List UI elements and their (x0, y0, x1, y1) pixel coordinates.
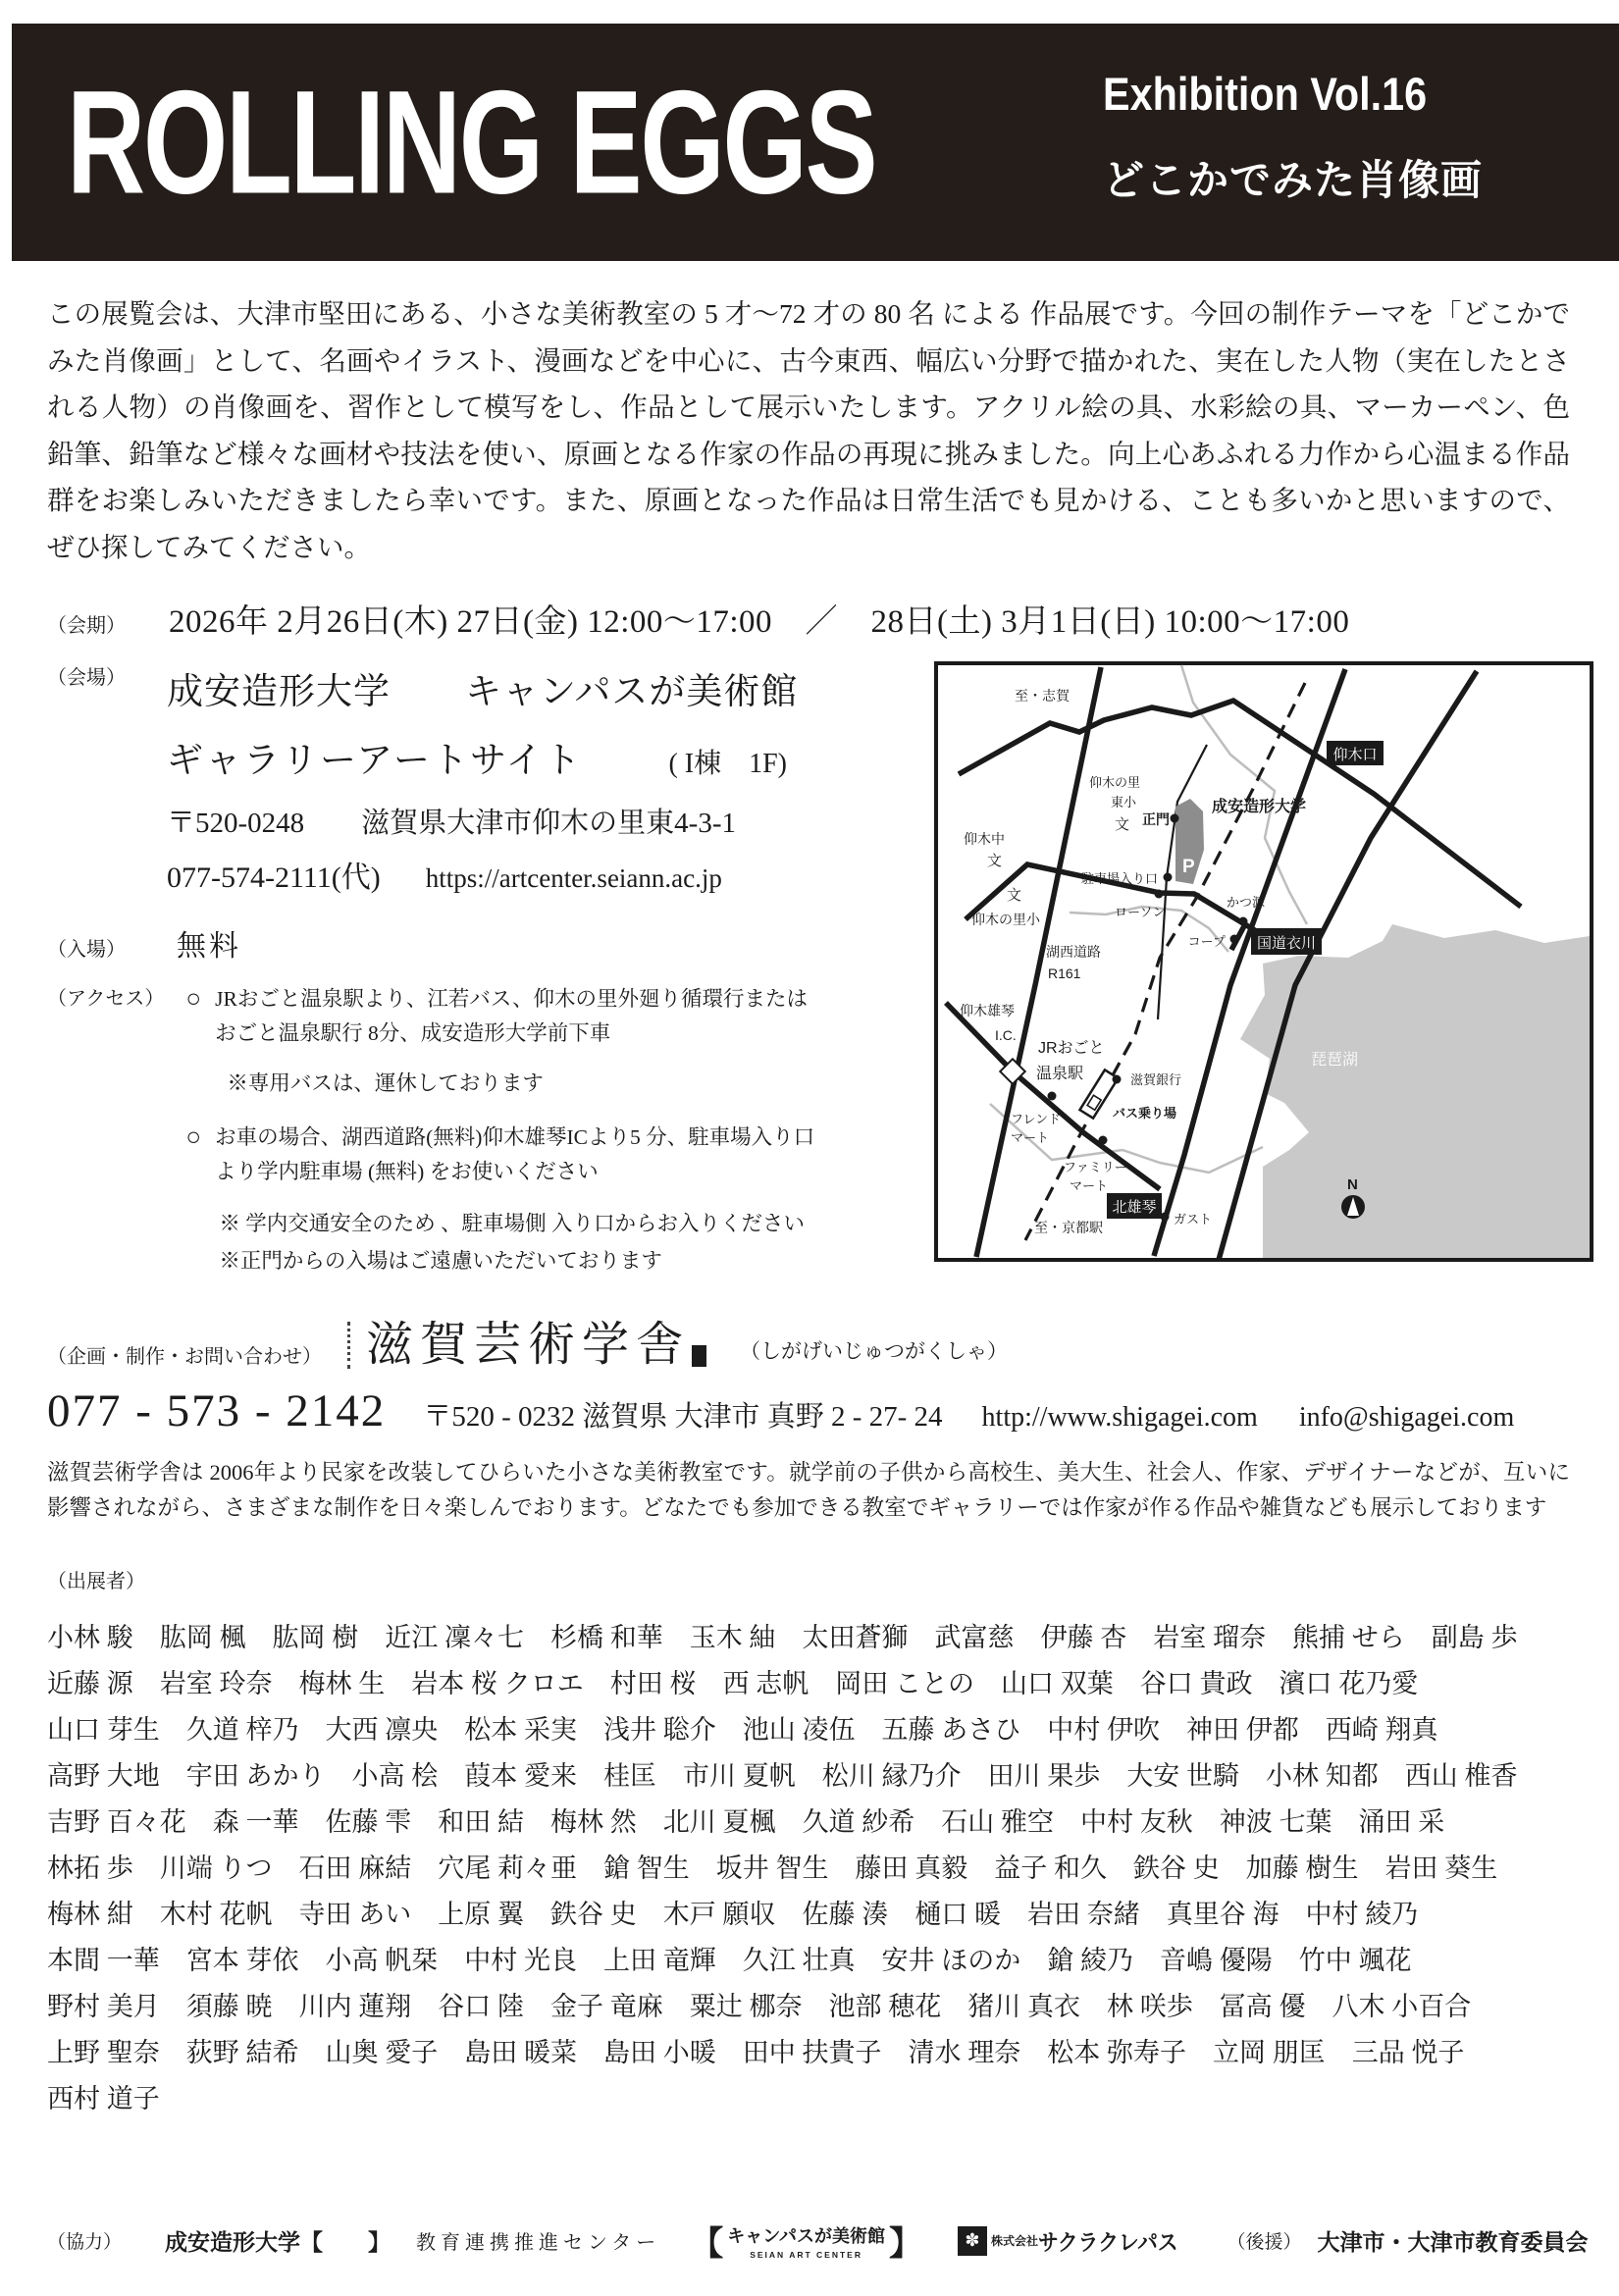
sakura-company-name: サクラクレパス (1037, 2229, 1178, 2256)
exhibitor-name: 真里谷 海 (1166, 1900, 1280, 1930)
exhibitor-name: 八木 小百合 (1332, 1992, 1472, 2022)
exhibitor-name: 小高 帆栞 (325, 1946, 439, 1976)
campus-museum-subtitle: SEIAN ART CENTER (750, 2249, 862, 2260)
venue-postal-address: 〒520-0248 滋賀県大津市仰木の里東4-3-1 (167, 808, 736, 840)
access-body (185, 982, 814, 1278)
exhibitor-name: 葭本 愛来 (464, 1761, 577, 1792)
map-label: マート (1011, 1130, 1050, 1146)
access-item-bus-text (215, 982, 808, 1051)
map-label: 滋賀銀行 (1130, 1072, 1182, 1088)
intro-paragraph: この展覧会は、大津市堅田にある、小さな美術教室の 5 才〜72 才の 80 名 による 作品展です。今回の制作テーマを「どこかでみた肖像画」として、名画やイラスト、漫画などを中心に、古今東西、幅広い分野で描かれた、実在した人物（実在したとされる人物）の肖像画を、習作として模写をし、作品として展示いたします。アクリル絵の具、水彩絵の具、マーカーペン、色鉛筆、鉛筆など様々な画材や技法を使い、原画となる作家の作品の再現に挑みました。向上心あふれる力作から心温まる作品群をお楽しみいただきましたら幸いです。また、原画となった作品は日常生活でも見かける、ことも多いかと思いますので、ぜひ探してみてください。 (47, 298, 1570, 562)
exhibitor-name: 桂匡 (603, 1761, 656, 1792)
access-car-line1: お車の場合、湖西道路(無料)仰木雄琴ICより5 分、駐車場入り口 (215, 1124, 815, 1149)
exhibitor-name: 川端 りつ (159, 1853, 273, 1884)
map-label: かつ源 (1227, 895, 1266, 911)
exhibitor-name: 粟辻 梛奈 (689, 1992, 803, 2022)
exhibitor-name: 中村 伊吹 (1047, 1715, 1160, 1746)
exhibitor-name: 伊藤 杏 (1040, 1623, 1127, 1653)
exhibitor-name: 武富慈 (934, 1623, 1015, 1653)
schedule-row (47, 596, 1619, 642)
kouen-value: 大津市・大津市教育委員会 (1317, 2229, 1589, 2256)
access-car-line2: より学内駐車場 (無料) をお使いください (215, 1159, 599, 1183)
exhibitor-name: 須藤 暁 (185, 1992, 273, 2022)
exhibitor-name: 益子 和久 (994, 1853, 1107, 1884)
kyouryoku-label: （協力） (47, 2232, 123, 2254)
map-label: 北雄琴 (1112, 1199, 1157, 1217)
exhibitor-name: 小林 駿 (47, 1623, 133, 1653)
exhibitor-name: 小林 知都 (1266, 1761, 1379, 1792)
map-label: ガスト (1174, 1212, 1213, 1227)
map-label: 東小 (1111, 795, 1137, 810)
exhibitor-name: 鎗 綾乃 (1047, 1946, 1133, 1976)
compass-icon (1341, 1195, 1365, 1219)
gallery-line (167, 730, 798, 783)
org-logo-text: 滋賀芸術学舎 (366, 1319, 691, 1372)
exhibitor-name: 坂井 智生 (715, 1853, 829, 1884)
details-and-map (0, 661, 1619, 1278)
exhibitor-name: 梅林 然 (550, 1807, 637, 1838)
map-label: 至・志賀 (1015, 688, 1070, 704)
exhibitor-name: 樋口 暖 (914, 1900, 1001, 1930)
exhibition-number: Exhibition Vol.16 (1103, 68, 1428, 120)
access-bus-line1: JRおごと温泉駅より、江若バス、仰木の里外廻り循環行または (215, 987, 808, 1012)
exhibitor-name: 猪川 真衣 (967, 1992, 1080, 2022)
circle-bullet-icon: ○ (185, 984, 202, 1014)
lake-biwa-shape (1240, 924, 1590, 1258)
exhibitor-name: 金子 竜麻 (550, 1992, 663, 2022)
exhibitor-name: 穴尾 莉々亜 (438, 1853, 577, 1884)
footer-credits (47, 2217, 1619, 2265)
exhibitor-name: 寺田 あい (298, 1900, 412, 1930)
exhibitors-label: （出展者） (47, 1571, 145, 1593)
exhibitor-name: 玉木 紬 (689, 1623, 776, 1653)
map-label: コープ (1187, 934, 1226, 950)
exhibitor-name: 岩田 奈緒 (1027, 1900, 1140, 1930)
exhibitor-name: 近江 凜々七 (385, 1623, 524, 1653)
exhibitor-name: 中村 綾乃 (1305, 1900, 1419, 1930)
schedule-value: 2026年 2月26日(木) 27日(金) 12:00〜17:00 ／ 28日(土) 3月1日(日) 10:00〜17:00 (169, 604, 1350, 641)
venue-tel-line (167, 853, 798, 896)
exhibitor-name: 市川 夏帆 (683, 1761, 796, 1792)
exhibitor-name: 竹中 颯花 (1298, 1946, 1412, 1976)
contact-phone: 077 - 573 - 2142 (47, 1385, 387, 1437)
campus-museum-title: キャンパスが美術館 (727, 2225, 885, 2246)
exhibitor-name: 谷口 貴政 (1139, 1669, 1253, 1699)
map-label: JRおごと (1038, 1040, 1105, 1058)
map-label: 至・京都駅 (1034, 1220, 1103, 1236)
schedule-label: （会期） (47, 615, 126, 638)
exhibitor-name: 安井 ほのか (881, 1946, 1021, 1976)
page-title: ROLLING EGGS (67, 59, 876, 225)
venue-body (167, 661, 798, 896)
exhibitor-name: 吉野 百々花 (47, 1807, 186, 1838)
map-label: 仰木口 (1332, 747, 1378, 764)
access-notes (219, 1207, 814, 1279)
exhibitor-name: 谷口 陸 (438, 1992, 524, 2022)
exhibitor-name: 鎗 智生 (603, 1853, 690, 1884)
contact-header (47, 1319, 1619, 1372)
admission-label: （入場） (47, 939, 126, 962)
sakura-kk: 株式会社 (990, 2234, 1038, 2249)
exhibitor-name: 西山 椎香 (1404, 1761, 1518, 1792)
map-label: ローソン (1115, 905, 1166, 920)
map-label: フレンド (1011, 1112, 1062, 1127)
exhibitor-name: 西村 道子 (47, 2084, 160, 2114)
exhibitor-name: 山奥 愛子 (325, 2038, 439, 2068)
exhibitor-name: 松川 縁乃介 (821, 1761, 962, 1792)
exhibitor-name: 林 咲歩 (1107, 1992, 1193, 2022)
contact-postal-address: 〒520 - 0232 滋賀県 大津市 真野 2 - 27- 24 (423, 1401, 943, 1434)
exhibitor-name: 岩室 玲奈 (159, 1669, 273, 1699)
exhibitor-name: 近藤 源 (47, 1669, 133, 1699)
admission-row (47, 921, 934, 965)
exhibitor-name: 島田 暖菜 (464, 2038, 577, 2068)
access-note-gate: ※正門からの入場はご遠慮いただいております (219, 1249, 662, 1274)
access-map (934, 661, 1593, 1262)
exhibitor-name: 涌田 采 (1358, 1807, 1445, 1838)
map-label: 湖西道路 (1046, 944, 1101, 961)
exhibitor-name: 池山 凌伍 (742, 1715, 856, 1746)
exhibitor-name: 野村 美月 (47, 1992, 160, 2022)
map-label: P (1182, 857, 1195, 878)
exhibitor-name: 五藤 あさひ (881, 1715, 1021, 1746)
map-label: 正門 (1142, 811, 1170, 828)
exhibitor-name: 久江 壮真 (742, 1946, 856, 1976)
exhibitor-name: 小高 桧 (351, 1761, 439, 1792)
exhibitor-name: 松本 弥寿子 (1047, 2038, 1186, 2068)
map-label: ファミリー (1064, 1160, 1127, 1175)
exhibitor-name: 田川 果歩 (987, 1761, 1101, 1792)
venue-name: 成安造形大学 キャンパスが美術館 (167, 672, 799, 713)
contact-label: （企画・制作・お問い合わせ） (47, 1346, 322, 1369)
exhibitor-name: 本間 一華 (47, 1946, 160, 1976)
exhibitor-name: 和田 結 (438, 1807, 524, 1838)
map-label: I.C. (995, 1027, 1017, 1044)
exhibitor-name: 西崎 翔真 (1325, 1715, 1438, 1746)
shigagei-logo (347, 1319, 706, 1372)
map-label: 仰木の里小 (971, 912, 1040, 928)
access-bus-line2: おごと温泉駅行 8分、成安造形大学前下車 (215, 1021, 611, 1046)
map-label: 文 (987, 853, 1003, 870)
access-note-bus: ※専用バスは、運休しております (227, 1071, 544, 1096)
exhibitor-name: 岩本 桜 クロエ (411, 1669, 584, 1699)
exhibitor-name: 鉄谷 史 (550, 1900, 637, 1930)
exhibitor-name: 石山 雅空 (941, 1807, 1054, 1838)
map-label: 琵琶湖 (1311, 1052, 1359, 1070)
venue-phone: 077-574-2111(代) (167, 861, 381, 895)
exhibition-theme: どこかでみた肖像画 (1103, 157, 1484, 203)
exhibitor-name: 高野 大地 (47, 1761, 160, 1792)
exhibitor-name: 大西 凛央 (325, 1715, 439, 1746)
map-label: 仰木雄琴 (960, 1003, 1015, 1019)
gallery-name: ギャラリーアートサイト (167, 741, 583, 782)
exhibitor-name: 松本 采実 (464, 1715, 577, 1746)
exhibitor-name: 佐藤 湊 (802, 1900, 889, 1930)
logo-square-icon (692, 1345, 706, 1367)
exhibitor-name: 上田 竜輝 (603, 1946, 716, 1976)
map-label: R161 (1048, 965, 1081, 982)
exhibitor-name: 中村 友秋 (1080, 1807, 1193, 1838)
kouen-label: （後援） (1227, 2232, 1302, 2254)
exhibitor-name: 梅林 紺 (47, 1900, 133, 1930)
exhibitor-name: 岡田 ことの (835, 1669, 974, 1699)
exhibitor-name: 杉橋 和華 (550, 1623, 663, 1653)
campus-museum-logo (690, 2217, 922, 2265)
exhibitor-name: 濱口 花乃愛 (1279, 1669, 1419, 1699)
org-kana: （しがげいじゅつがくしゃ） (740, 1339, 1009, 1364)
access-item-car-text (215, 1121, 814, 1189)
contact-url-link[interactable]: http://www.shigagei.com (981, 1402, 1258, 1434)
exhibitor-name: 山口 芽生 (47, 1715, 160, 1746)
venue-url-link[interactable]: https://artcenter.seiann.ac.jp (425, 863, 722, 894)
map-label: マート (1070, 1178, 1109, 1194)
exhibitor-name: 冨高 優 (1219, 1992, 1306, 2022)
exhibitor-name: 中村 光良 (464, 1946, 577, 1976)
venue-label: （会場） (47, 667, 126, 690)
contact-line (47, 1384, 1619, 1437)
map-label: バス乗り場 (1113, 1106, 1177, 1122)
map-container (934, 661, 1593, 1278)
title-banner (12, 24, 1619, 261)
exhibitor-name: 島田 小暖 (603, 2038, 716, 2068)
exhibitor-name: 宇田 あかり (185, 1761, 326, 1792)
bracket-close: 】 (888, 2225, 922, 2264)
footer-education-center: 教育連携推進センター (416, 2232, 661, 2255)
exhibitor-name: 肱岡 樹 (272, 1623, 359, 1653)
access-item-bus (185, 982, 814, 1051)
exhibitor-name: 森 一華 (212, 1807, 299, 1838)
exhibitor-name: 藤田 真毅 (855, 1853, 968, 1884)
map-label: 仰木の里 (1089, 775, 1141, 791)
banner-subtitles (1103, 67, 1483, 207)
exhibitor-name: 荻野 結希 (185, 2038, 299, 2068)
map-label: 文 (1007, 887, 1022, 905)
exhibitor-name: 上原 翼 (438, 1900, 524, 1930)
exhibitor-name: 立岡 朋匡 (1213, 2038, 1326, 2068)
exhibitor-name: 清水 理奈 (908, 2038, 1021, 2068)
venue-row (47, 661, 934, 896)
exhibitor-name: 熊捕 せら (1292, 1623, 1405, 1653)
access-row (47, 982, 934, 1278)
sakura-crepas-logo (958, 2224, 1194, 2257)
exhibitor-name: 加藤 樹生 (1245, 1853, 1359, 1884)
exhibitor-name: 木戸 願収 (662, 1900, 776, 1930)
exhibitor-name: 村田 桜 (609, 1669, 697, 1699)
exhibitor-name: 山口 双葉 (1001, 1669, 1114, 1699)
exhibitor-name: 三品 悦子 (1351, 2038, 1465, 2068)
circle-bullet-icon: ○ (185, 1122, 202, 1151)
access-note-safety: ※ 学内交通安全のため 、駐車場側 入り口からお入りください (219, 1211, 806, 1235)
exhibitor-name: 神田 伊都 (1186, 1715, 1299, 1746)
footer-university: 成安造形大学【 】 (165, 2229, 392, 2256)
map-label: 文 (1115, 816, 1130, 834)
exhibitor-name: 川内 蓮翔 (298, 1992, 412, 2022)
exhibitor-name: 池部 穂花 (828, 1992, 942, 2022)
admission-value: 無料 (177, 930, 241, 964)
exhibitor-name: 木村 花帆 (159, 1900, 273, 1930)
map-label: 温泉駅 (1036, 1066, 1084, 1083)
exhibitor-name: 音嶋 優陽 (1160, 1946, 1273, 1976)
exhibitor-name: 神波 七葉 (1219, 1807, 1332, 1838)
exhibitor-name: 大安 世騎 (1126, 1761, 1239, 1792)
contact-email-link[interactable]: info@shigagei.com (1298, 1402, 1515, 1434)
exhibitor-name: 佐藤 雫 (325, 1807, 412, 1838)
bracket-open: 【 (690, 2225, 724, 2264)
exhibitor-name: 西 志帆 (722, 1669, 810, 1699)
access-item-car (185, 1121, 814, 1189)
map-label: 駐車場入り口 (1080, 871, 1158, 887)
exhibitor-name: 鉄谷 史 (1133, 1853, 1220, 1884)
map-label: N (1347, 1176, 1358, 1194)
exhibitor-name: 梅林 生 (298, 1669, 386, 1699)
details-column (0, 661, 934, 1278)
exhibitor-name: 岩室 瑠奈 (1153, 1623, 1266, 1653)
exhibitor-name: 久道 梓乃 (185, 1715, 299, 1746)
gallery-floor: ( I棟 1F) (668, 749, 787, 780)
exhibitor-name: 浅井 聡介 (603, 1715, 716, 1746)
exhibitor-name: 北川 夏楓 (662, 1807, 776, 1838)
map-label: 成安造形大学 (1212, 799, 1307, 816)
exhibitor-name: 田中 扶貴子 (742, 2038, 882, 2068)
exhibitor-name: 肱岡 楓 (159, 1623, 246, 1653)
map-label: 仰木中 (964, 831, 1005, 848)
exhibitor-name: 副島 歩 (1431, 1623, 1518, 1653)
exhibitor-name: 太田蒼獅 (802, 1623, 909, 1653)
exhibitor-name: 林拓 歩 (47, 1853, 133, 1884)
exhibitor-name: 宮本 芽依 (185, 1946, 299, 1976)
sakura-flower-icon: ✽ (958, 2226, 987, 2256)
exhibitor-name: 上野 聖奈 (47, 2038, 160, 2068)
access-label: （アクセス） (47, 988, 165, 1011)
exhibitor-name: 久道 紗希 (802, 1807, 915, 1838)
exhibitor-name: 岩田 葵生 (1384, 1853, 1498, 1884)
exhibitor-name: 石田 麻結 (298, 1853, 412, 1884)
campus-museum-inner (727, 2222, 885, 2260)
map-label: 国道衣川 (1256, 935, 1317, 953)
exhibitors-list (47, 1615, 1574, 2122)
org-description: 滋賀芸術学舎は 2006年より民家を改装してひらいた小さな美術教室です。就学前の子供から高校生、美大生、社会人、作家、デザイナーなどが、互いに影響されながら、さまざまな制作を日々楽しんでおります。どなたでも参加できる教室でギャラリーでは作家が作る作品や雑貨なども展示しております (47, 1460, 1570, 1521)
